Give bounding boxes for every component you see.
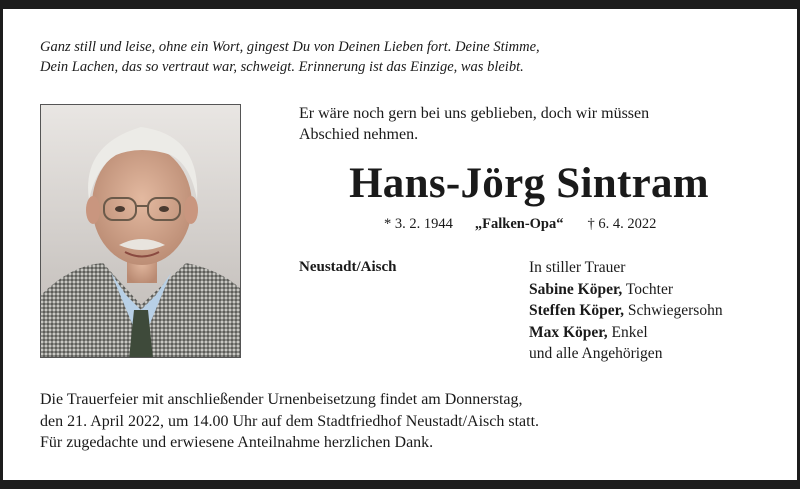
place-name: Neustadt/Aisch [299,259,397,275]
birth-date: * 3. 2. 1944 [384,216,453,232]
mourners-footer: und alle Angehörigen [529,345,663,362]
deceased-name: Hans-Jörg Sintram [349,160,709,207]
mourner-name: Steffen Köper, [529,302,624,319]
mourner-entry [529,300,723,322]
nickname: „Falken-Opa“ [474,216,564,232]
poem [40,37,760,77]
portrait-image [41,105,241,358]
mourner-name: Max Köper, [529,323,608,341]
mourner-entry [529,279,723,301]
life-dates [384,214,656,234]
intro-line: Er wäre noch gern bei uns geblieben, doch wir müssen [299,105,650,122]
mourner-relation: Tochter [625,280,674,298]
closing-line: Für zugedachte und erwiesene Anteilnahme herzlichen Dank. [40,434,434,451]
mourner-name: Sabine Köper, [529,280,623,298]
mourner-relation: Enkel [611,323,648,341]
mourners-block [529,257,723,365]
mourners-heading: In stiller Trauer [529,259,626,276]
mourner-entry [529,322,723,344]
intro-text [299,103,759,145]
mourner-relation: Schwiegersohn [627,302,723,319]
poem-line: Dein Lachen, das so vertraut war, schweigt. Erinnerung ist das Einzige, was bleibt. [40,59,524,75]
death-date: † 6. 4. 2022 [587,216,657,232]
poem-line: Ganz still und leise, ohne ein Wort, gingest Du von Deinen Lieben fort. Deine Stimme, [40,39,540,55]
intro-line: Abschied nehmen. [299,126,419,143]
portrait-photo [40,104,241,358]
closing-line: Die Trauerfeier mit anschließender Urnenbeisetzung findet am Donnerstag, [40,391,523,408]
closing-text [40,389,760,454]
closing-line: den 21. April 2022, um 14.00 Uhr auf dem Stadtfriedhof Neustadt/Aisch statt. [40,412,540,430]
